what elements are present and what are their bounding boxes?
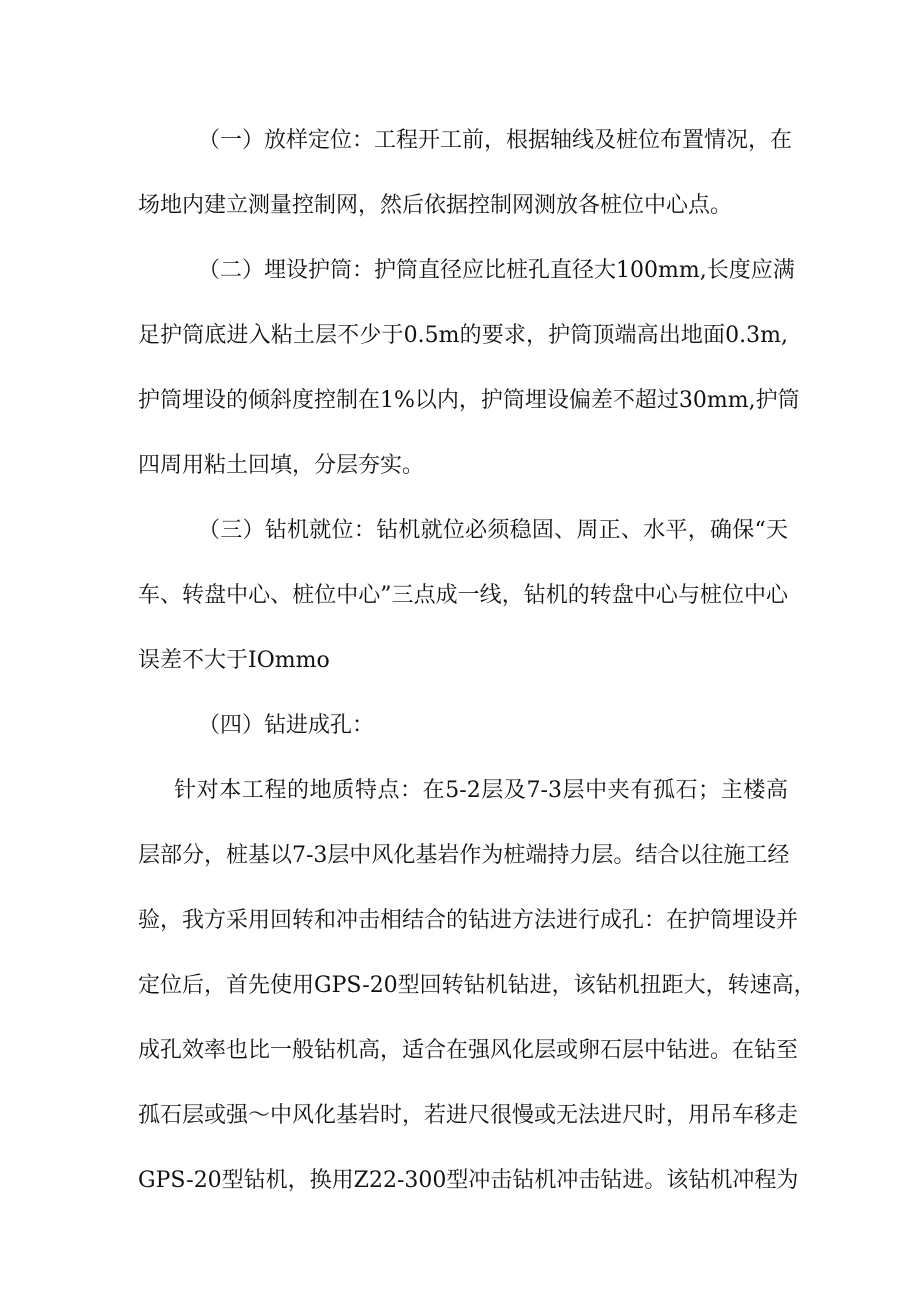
paragraph-5-line-2: 层部分，桩基以7-3层中风化基岩作为桩端持力层。结合以往施工经	[138, 843, 790, 868]
paragraph-5-line-1: 针对本工程的地质特点：在5-2层及7-3层中夹有孤石；主楼高	[174, 778, 788, 803]
paragraph-2-line-3: 护筒埋设的倾斜度控制在1%以内，护筒埋设偏差不超过30mm,护筒	[138, 388, 800, 413]
paragraph-1-line-1: （一）放样定位：工程开工前，根据轴线及桩位布置情况，在	[198, 128, 793, 153]
paragraph-3-line-1: （三）钻机就位：钻机就位必须稳固、周正、水平，确保“天	[198, 518, 788, 543]
paragraph-1-line-2: 场地内建立测量控制网，然后依据控制网测放各桩位中心点。	[138, 193, 733, 218]
paragraph-5-line-5: 成孔效率也比一般钻机高，适合在强风化层或卵石层中钻进。在钻至	[138, 1038, 799, 1063]
paragraph-3-line-3: 误差不大于IOmmo	[138, 648, 330, 673]
paragraph-5-line-3: 验，我方采用回转和冲击相结合的钻进方法进行成孔：在护筒埋设并	[138, 908, 799, 933]
paragraph-5-line-7: GPS-20型钻机，换用Z22-300型冲击钻机冲击钻进。该钻机冲程为	[138, 1168, 799, 1193]
paragraph-2-line-4: 四周用粘土回填，分层夯实。	[138, 453, 425, 478]
paragraph-5-line-6: 孤石层或强～中风化基岩时，若进尺很慢或无法进尺时，用吊车移走	[138, 1103, 799, 1128]
paragraph-2-line-2: 足护筒底进入粘土层不少于0.5m的要求，护筒顶端高出地面0.3m,	[138, 323, 788, 348]
paragraph-4-line-1: （四）钻进成孔：	[198, 713, 375, 738]
paragraph-2-line-1: （二）埋设护筒：护筒直径应比桩孔直径大100mm,长度应满	[198, 258, 795, 283]
paragraph-5-line-4: 定位后，首先使用GPS-20型回转钻机钻进，该钻机扭距大，转速高，	[138, 973, 816, 998]
paragraph-3-line-2: 车、转盘中心、桩位中心”三点成一线，钻机的转盘中心与桩位中心	[138, 583, 788, 608]
